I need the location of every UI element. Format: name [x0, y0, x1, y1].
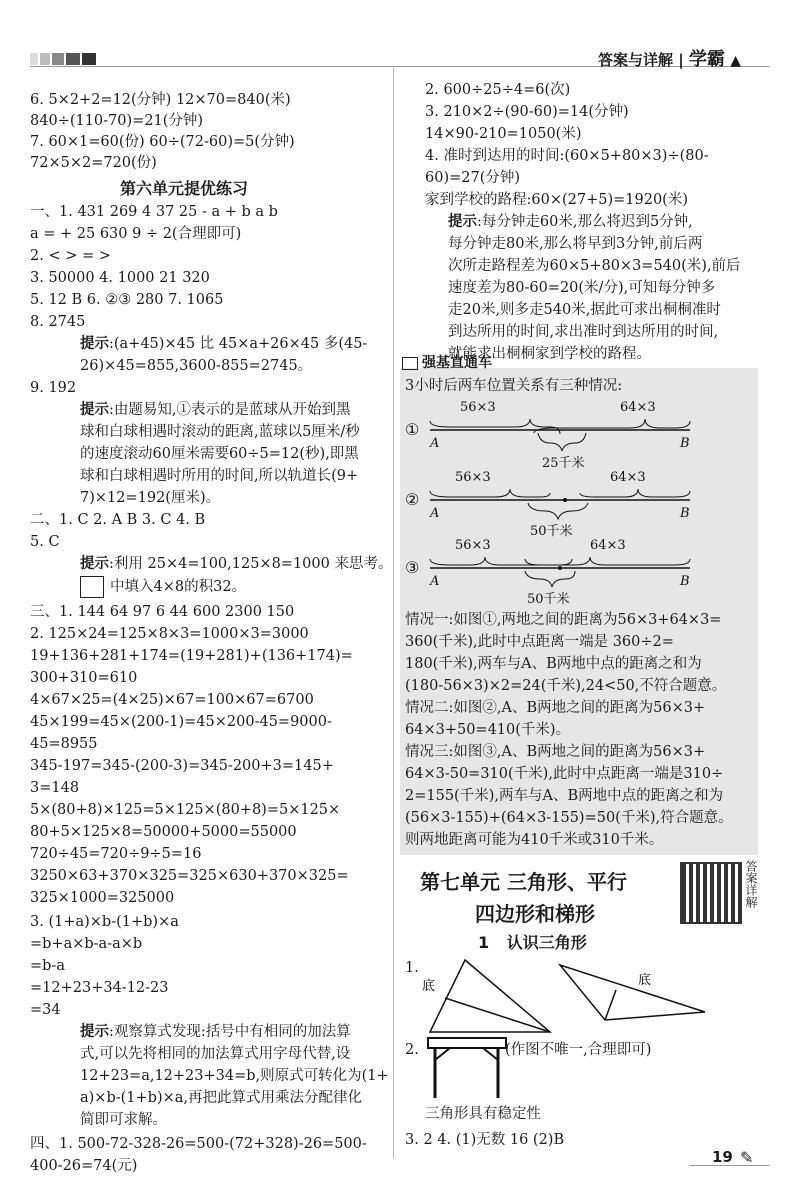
answer-line: 3. (1+a)×b-(1+b)×a [30, 914, 179, 930]
hint-line: 次所走路程差为60×5+80×3=540(米),前后 [448, 258, 741, 274]
answer-line: 二、1. C 2. A B 3. C 4. B [30, 512, 206, 528]
triangle-1 [430, 960, 550, 1032]
diagram-3-left-brace [430, 557, 572, 565]
empty-box [80, 576, 104, 598]
diagram-3-right-brace [525, 557, 690, 565]
answer-line: 72×5×2=720(份) [30, 155, 157, 171]
answer-line: 一、1. 431 269 4 37 25 - a + b a b [30, 204, 278, 220]
diagram-1-right-brace [534, 419, 690, 433]
answer-line: 3250×63+370×325=325×630+370×325= [30, 868, 349, 884]
diagram-2-point-a: A [430, 506, 440, 521]
answer-line: 300+310=610 [30, 670, 138, 686]
case-line: 64×3+50=410(千米)。 [405, 722, 571, 738]
answer-line: 5. C [30, 534, 60, 550]
answer-line: 3. 210×2÷(90-60)=14(分钟) [425, 104, 629, 120]
answer-line: 3=148 [30, 780, 80, 796]
hint-line: 就能求出桐桐家到学校的路程。 [448, 346, 651, 362]
answer-line: =12+23+34-12-23 [30, 980, 169, 996]
stability-note: 三角形具有稳定性 [425, 1106, 541, 1122]
answer-line: =34 [30, 1002, 61, 1018]
diagram-1-left-label: 56×3 [460, 400, 496, 415]
diagram-1-gap-label: 25千米 [542, 456, 585, 471]
hint-line: 到达所用的时间,求出准时到达所用的时间, [448, 324, 719, 340]
question-2-label: 2. [405, 1042, 419, 1058]
diagram-1-mark: ① [405, 420, 420, 439]
answer-line: 720÷45=720÷9÷5=16 [30, 846, 202, 862]
triangle-1-base-label: 底 [422, 979, 436, 994]
diagram-3-left-label: 56×3 [455, 538, 491, 553]
question-1-label: 1. [405, 960, 419, 976]
diagram-3-mark: ③ [405, 558, 420, 577]
hint-line: 12+23=a,12+23+34=b,则原式可转化为(1+ [80, 1068, 389, 1084]
triangle-2-height [605, 990, 616, 1020]
answer-line: 45×199=45×(200-1)=45×200-45=9000- [30, 714, 332, 730]
hint-label: 提示 [80, 402, 109, 418]
express-title: 强基直通车 [422, 355, 492, 371]
unit7-title-line2: 四边形和梯形 [475, 902, 595, 926]
hint-line [80, 576, 246, 598]
hint-text: :(a+45)×45 比 45×a+26×45 多(45- [109, 336, 368, 352]
hint-line: 球和白球相遇时滚动的距离,蓝球以5厘米/秒 [80, 424, 360, 440]
hint-line [80, 334, 367, 354]
hint-label: 提示 [80, 336, 109, 352]
hint-line: 7)×12=192(厘米)。 [80, 490, 221, 506]
answer-line: 400-26=74(元) [30, 1158, 138, 1174]
diagram-2-gap-label: 50千米 [530, 524, 573, 539]
hint-label: 提示 [80, 1024, 109, 1040]
hint-text: :每分钟走60米,那么将迟到5分钟, [477, 214, 693, 230]
answer-line: 2. 125×24=125×8×3=1000×3=3000 [30, 626, 309, 642]
case-line: 180(千米),两车与A、B两地中点的距离之和为 [405, 656, 702, 672]
answer-line: 4×67×25=(4×25)×67=100×67=6700 [30, 692, 314, 708]
answer-line: 7. 60×1=60(份) 60÷(72-60)=5(分钟) [30, 134, 295, 150]
answer-line: 3. 2 4. (1)无数 16 (2)B [405, 1132, 565, 1148]
diagram-2-midpoint [563, 498, 567, 502]
answer-line: 80+5×125×8=50000+5000=55000 [30, 824, 297, 840]
answer-line: 60)=27(分钟) [425, 170, 521, 186]
answer-line: 四、1. 500-72-328-26=500-(72+328)-26=500- [30, 1136, 367, 1152]
question-2-note: (作图不唯一,合理即可) [505, 1042, 652, 1058]
qr-code-icon[interactable] [680, 862, 742, 924]
case-line: (56×3-155)+(64×3-155)=50(千米),符合题意。 [405, 810, 733, 826]
answer-line: 2. 600÷25÷4=6(次) [425, 82, 571, 98]
qr-caption: 答案详解 [744, 860, 758, 908]
diagram-1-point-b: B [680, 436, 690, 451]
header-title [598, 45, 741, 71]
answer-line: 14×90-210=1050(米) [425, 126, 582, 142]
answer-line: =b+a×b-a-a×b [30, 936, 143, 952]
diagram-3-right-label: 64×3 [590, 538, 626, 553]
hint-text: :由题易知,①表示的是蓝球从开始到黑 [109, 402, 351, 418]
diagram-2-point-b: B [680, 506, 690, 521]
stool-brace-left [435, 1048, 450, 1060]
answer-line: 5×(80+8)×125=5×125×(80+8)=5×125× [30, 802, 341, 818]
answer-line: 840÷(110-70)=21(分钟) [30, 113, 204, 129]
header-separator: | [678, 51, 689, 69]
case-line: (180-56×3)×2=24(千米),24<50,不符合题意。 [405, 678, 727, 694]
answer-line: 9. 192 [30, 380, 77, 396]
hint-line: 简即可求解。 [80, 1112, 167, 1128]
header-title-text: 答案与详解 [598, 51, 674, 69]
answer-line: 家到学校的路程:60×(27+5)=1920(米) [425, 192, 688, 208]
triangle-2 [560, 965, 705, 1020]
case-line: 情况一:如图①,两地之间的距离为56×3+64×3= [405, 612, 722, 628]
diagram-2-left-brace [430, 489, 550, 497]
lesson-number: 1 [478, 933, 490, 952]
answer-line: 4. 准时到达用的时间:(60×5+80×3)÷(80- [425, 148, 709, 164]
case-line: 360(千米),此时中点距离一端是 360÷2= [405, 634, 674, 650]
diagram-2-right-brace [580, 489, 690, 497]
answer-line: 三、1. 144 64 97 6 44 600 2300 150 [30, 604, 295, 620]
hint-line: 的速度滚动60厘米需要60÷5=12(秒),即黑 [80, 446, 359, 462]
hint-line: 速度差为80-60=20(米/分),可知每分钟多 [448, 280, 716, 296]
diagram-1-right-label: 64×3 [620, 400, 656, 415]
diagram-3-midpoint [558, 566, 562, 570]
hint-line [80, 400, 351, 420]
column-divider [393, 68, 394, 1158]
distance-diagrams [400, 395, 760, 610]
graduation-cap-icon: ▲ [730, 53, 741, 69]
hint-line [448, 212, 693, 232]
answer-line: a = + 25 630 9 ÷ 2(合理即可) [30, 226, 242, 242]
hint-line: 球和白球相遇时所用的时间,所以轨道长(9+ [80, 468, 359, 484]
diagram-2-left-label: 56×3 [455, 470, 491, 485]
answer-line: 345-197=345-(200-3)=345-200+3=145+ [30, 758, 334, 774]
diagram-1-left-brace [430, 419, 560, 434]
answer-line: 325×1000=325000 [30, 890, 175, 906]
hint-line [80, 1022, 351, 1042]
answer-line: 19+136+281+174=(19+281)+(136+174)= [30, 648, 353, 664]
diagram-1-point-a: A [430, 436, 440, 451]
express-header [402, 352, 492, 372]
header-brand: 学霸 [688, 49, 725, 70]
diagram-3-point-a: A [430, 574, 440, 589]
answer-line: 2. < > = > [30, 248, 111, 264]
hint-label: 提示 [80, 556, 109, 572]
diagram-3-gap-label: 50千米 [527, 592, 570, 607]
case-line: 64×3-50=310(千米),此时中点距离一端是310÷ [405, 766, 724, 782]
hint-line: 式,可以先将相同的加法算式用字母代替,设 [80, 1046, 351, 1062]
answer-line: 3. 50000 4. 1000 21 320 [30, 270, 210, 286]
case-line: 情况三:如图③,A、B两地之间的距离为56×3+ [405, 744, 706, 760]
case-line: 情况二:如图②,A、B两地之间的距离为56×3+ [405, 700, 706, 716]
page-number: 19 [712, 1148, 733, 1166]
diagram-3-gap-brace [525, 571, 575, 587]
hint-text: :观察算式发现:括号中有相同的加法算 [109, 1024, 351, 1040]
triangle-2-base-label: 底 [638, 973, 652, 988]
diagram-2-right-label: 64×3 [610, 470, 646, 485]
hint-line: 每分钟走80米,那么将早到3分钟,前后两 [448, 236, 703, 252]
stool-figure [420, 1030, 510, 1100]
hint-line [80, 554, 392, 574]
hint-line: 26)×45=855,3600-855=2745。 [80, 358, 313, 374]
stool-top [428, 1038, 506, 1048]
triangle-figures [400, 950, 760, 1040]
lesson-title: 认识三角形 [506, 933, 587, 952]
diagram-2-gap-brace [528, 503, 588, 519]
triangle-1-height [445, 998, 550, 1032]
answer-line: =b-a [30, 958, 65, 974]
case-line: 2=155(千米),两车与A、B两地中点的距离之和为 [405, 788, 724, 804]
answer-line: 45=8955 [30, 736, 98, 752]
hint-text: :利用 25×4=100,125×8=1000 来思考。 [109, 556, 393, 572]
diagram-1-gap-brace [538, 433, 586, 451]
hint-line: 走20米,则多走540米,据此可求出桐桐准时 [448, 302, 721, 318]
case-line: 则两地距离可能为410千米或310千米。 [405, 832, 664, 848]
unit6-title: 第六单元提优练习 [120, 179, 249, 198]
answer-line: 5. 12 B 6. ②③ 280 7. 1065 [30, 292, 224, 308]
pencil-icon: ✎ [740, 1148, 754, 1167]
express-intro: 3小时后两车位置关系有三种情况: [405, 378, 623, 394]
unit7-title-line1: 第七单元 三角形、平行 [420, 870, 627, 894]
diagram-2-mark: ② [405, 490, 420, 509]
book-icon [402, 357, 418, 370]
answer-line: 8. 2745 [30, 314, 86, 330]
hint-line: a)×b-(1+b)×a,再把此算式用乘法分配律化 [80, 1090, 363, 1106]
hint-label: 提示 [448, 214, 477, 230]
hint-text: 中填入4×8的积32。 [110, 579, 247, 595]
stool-brace-right [483, 1048, 498, 1060]
answer-line: 6. 5×2+2=12(分钟) 12×70=840(米) [30, 92, 291, 108]
diagram-3-point-b: B [680, 574, 690, 589]
